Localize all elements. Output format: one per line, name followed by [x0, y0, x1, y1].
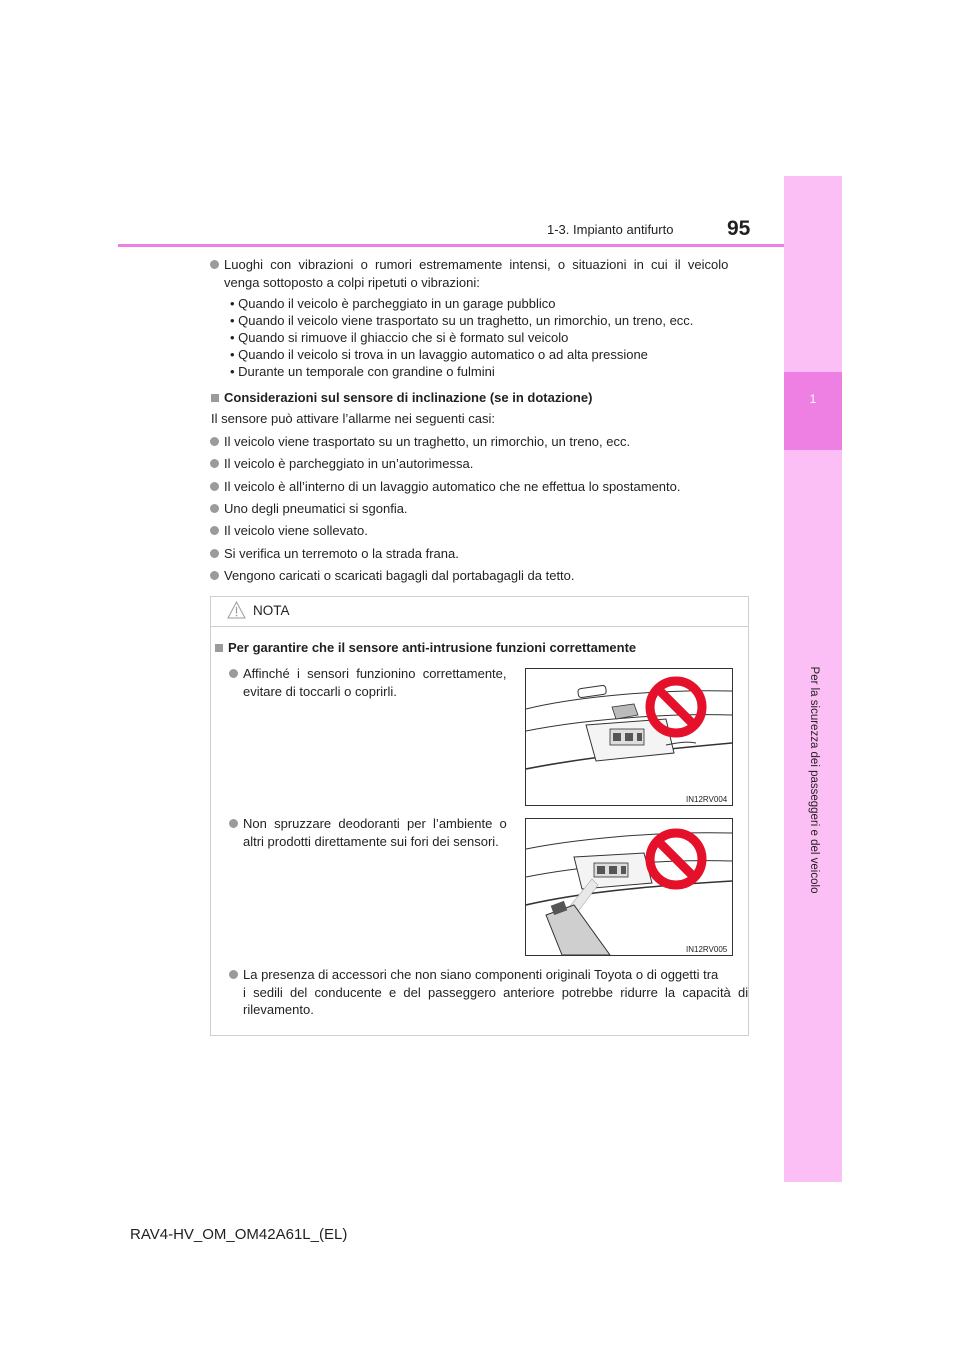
sub-item: • Quando il veicolo è parcheggiato in un garage pubblico [230, 296, 556, 311]
note-title: NOTA [253, 603, 290, 618]
square-bullet-icon [211, 394, 219, 402]
bullet-dot-icon [210, 482, 219, 491]
note-item-2-line-1: Non spruzzare deodoranti per l’ambiente o [243, 816, 507, 831]
sub-item: • Durante un temporale con grandine o fulmini [230, 364, 495, 379]
tilt-item: Il veicolo è all’interno di un lavaggio automatico che ne effettua lo spostamento. [224, 478, 744, 496]
note-item-3-line-2: i sedili del conducente e del passeggero anteriore potrebbe ridurre la capacità di [243, 984, 749, 1000]
warning-triangle-icon [227, 601, 246, 619]
tilt-item: Vengono caricati o scaricati bagagli dal portabagagli da tetto. [224, 567, 744, 585]
note-item-1-line-2: evitare di toccarli o coprirli. [243, 683, 397, 699]
sub-item: • Quando il veicolo viene trasportato su un traghetto, un rimorchio, un treno, ecc. [230, 313, 694, 328]
tilt-section-intro: Il sensore può attivare l’allarme nei seguenti casi: [211, 411, 495, 426]
figure-label: IN12RV005 [686, 945, 728, 954]
chapter-number: 1 [809, 392, 817, 406]
bullet-dot-icon [210, 437, 219, 446]
tilt-section-heading: Considerazioni sul sensore di inclinazione (se in dotazione) [211, 389, 592, 407]
document-code-footer: RAV4-HV_OM_OM42A61L_(EL) [130, 1226, 348, 1243]
tilt-item: Uno degli pneumatici si sgonfia. [224, 500, 744, 518]
bullet-dot-icon [210, 571, 219, 580]
figure-sensor-cover [525, 668, 733, 806]
note-item-2-line-2: altri prodotti direttamente sui fori dei sensori. [243, 833, 499, 849]
tilt-item: Il veicolo viene sollevato. [224, 522, 744, 540]
sub-item: • Quando si rimuove il ghiaccio che si è formato sul veicolo [230, 330, 569, 345]
note-item-3-line-1: La presenza di accessori che non siano componenti originali Toyota o di oggetti tra [243, 967, 719, 982]
bullet-dot-icon [229, 819, 238, 828]
bullet-dot-icon [229, 970, 238, 979]
chapter-title-vertical [805, 500, 823, 1060]
tilt-item: Si verifica un terremoto o la strada frana. [224, 545, 744, 563]
bullet-dot-icon [210, 260, 219, 269]
bullet-dot-icon [210, 459, 219, 468]
square-bullet-icon [215, 644, 223, 652]
bullet-dot-icon [210, 549, 219, 558]
figure-label: IN12RV004 [686, 795, 728, 804]
tilt-item: Il veicolo è parcheggiato in un’autorimessa. [224, 455, 744, 473]
note-item-1 [243, 665, 513, 700]
intro-line-1: Luoghi con vibrazioni o rumori estremamente intensi, o situazioni in cui il veicolo [224, 257, 729, 272]
chapter-title: Per la sicurezza dei passeggeri e del veicolo [808, 666, 820, 894]
note-item-3-line-3: rilevamento. [243, 1002, 314, 1017]
chapter-marker [784, 372, 842, 450]
figure-no-spray [525, 818, 733, 956]
header-rule [118, 244, 784, 247]
bullet-dot-icon [229, 669, 238, 678]
tilt-item: Il veicolo viene trasportato su un traghetto, un rimorchio, un treno, ecc. [224, 433, 744, 451]
note-header-divider [211, 626, 748, 627]
intro-line-2: venga sottoposto a colpi ripetuti o vibrazioni: [224, 274, 480, 290]
note-heading: Per garantire che il sensore anti-intrusione funzioni correttamente [215, 639, 636, 657]
page-number: 95 [727, 217, 751, 240]
intro-bullet [224, 256, 744, 291]
note-item-1-line-1: Affinché i sensori funzionino correttamente, [243, 666, 507, 681]
section-title: 1-3. Impianto antifurto [547, 222, 674, 237]
overhead-console-illustration [526, 669, 732, 805]
sub-item: • Quando il veicolo si trova in un lavaggio automatico o ad alta pressione [230, 347, 648, 362]
note-item-3 [243, 966, 749, 1019]
spray-can-illustration [526, 819, 732, 955]
bullet-dot-icon [210, 526, 219, 535]
bullet-dot-icon [210, 504, 219, 513]
note-item-2 [243, 815, 513, 850]
